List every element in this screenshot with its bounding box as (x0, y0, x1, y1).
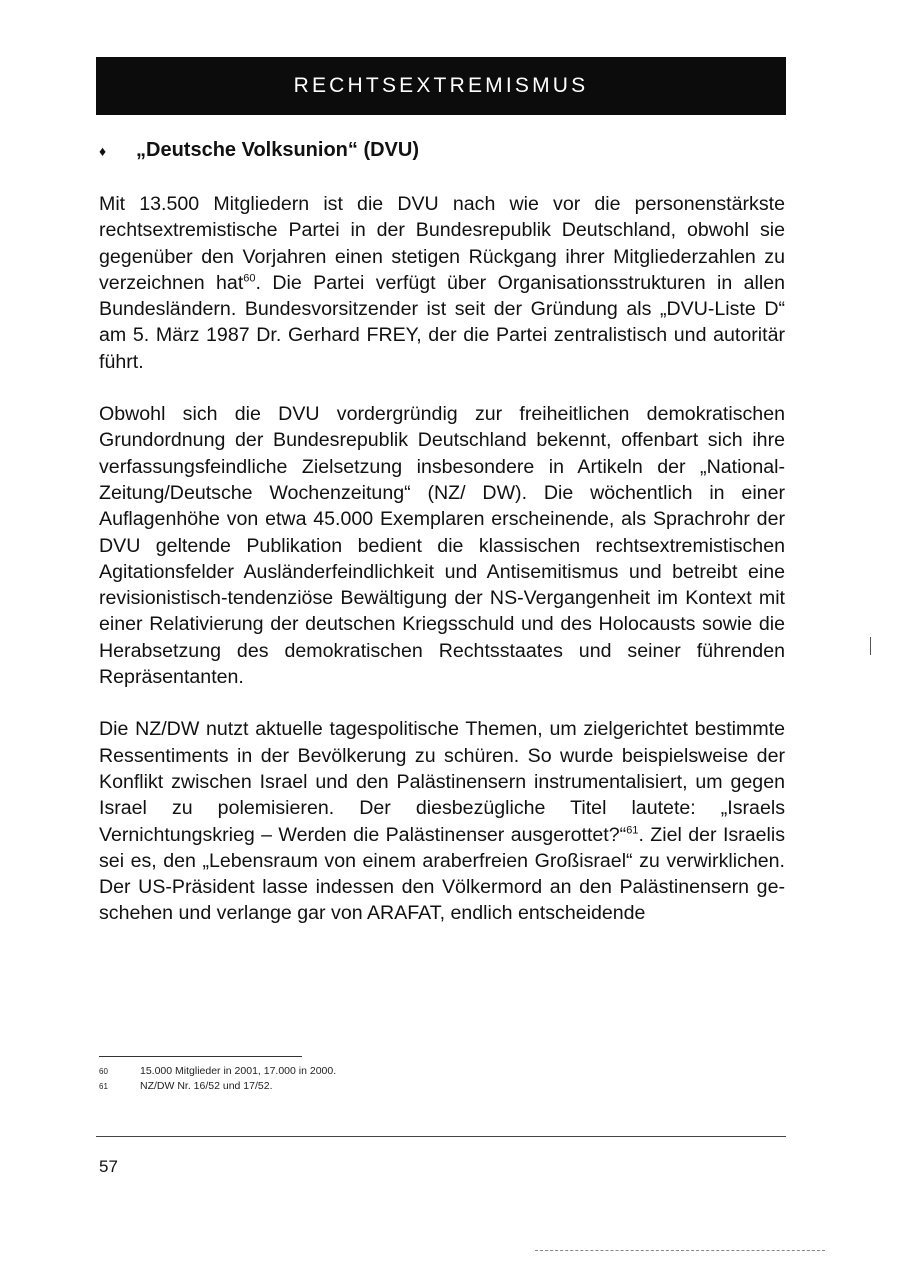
footnote-number: 61 (99, 1082, 108, 1091)
paragraph-2: Obwohl sich die DVU vordergründig zur freiheitlichen demokratischen Grundordnung der Bundesrepublik Deutschland bekennt, offenbart sich ihre verfassungsfeindliche Zielsetzung insbesondere in Artikeln der „National-Zeitung/Deutsche Wochenzeitung“ (NZ/ DW). Die wöchentlich in einer Auflagenhöhe von etwa 45.000 Exemplaren erscheinende, als Sprachrohr der DVU geltende Publikation bedient die klassischen rechtsextremistischen Agitationsfelder Ausländerfeindlichkeit und Antisemitismus und betreibt eine revisionistisch-tendenziöse Bewältigung der NS-Vergangenheit im Kontext mit einer Relativierung der deutschen Kriegsschuld und des Holocausts sowie die Herabsetzung des demokratischen Rechtsstaates und seiner führenden Repräsentanten. (99, 403, 785, 689)
footnote-ref-61: 61 (626, 824, 639, 836)
footnote-text: 15.000 Mitglieder in 2001, 17.000 in 2000. (140, 1065, 337, 1077)
paragraph-1-part-b: . Die Partei verfügt über Organisationsstrukturen in allen Bundesländern. Bundesvorsitzender ist seit der Gründung als „DVU-Liste D“ am 5. März 1987 Dr. Gerhard FREY, der die Partei zentralistisch und autoritär führt. (99, 271, 785, 373)
footnotes (99, 1064, 699, 1094)
diamond-bullet-icon: ♦ (99, 142, 107, 159)
footnote-item (99, 1064, 699, 1079)
paragraph-1 (99, 191, 785, 375)
section-heading-text: „Deutsche Volksunion“ (DVU) (136, 139, 419, 161)
page-number: 57 (99, 1157, 118, 1176)
footnote-text: NZ/DW Nr. 16/52 und 17/52. (140, 1080, 273, 1092)
footnote-separator (99, 1056, 302, 1057)
paragraph-1-part-a: Mit 13.500 Mitgliedern ist die DVU nach wie vor die personenstärkste rechtsextremistische Partei in der Bundesrepublik Deutschland, obwohl sie gegenüber den Vorjahren einen stetigen Rückgang ihrer Mitgliederzahlen zu verzeichnen hat (99, 193, 785, 294)
page-header-bar (96, 57, 786, 115)
page-header-title: RECHTSEXTREMISMUS (293, 74, 589, 97)
footnote-number: 60 (99, 1067, 108, 1076)
page-bottom-rule (96, 1136, 786, 1137)
paragraph-3 (99, 716, 785, 926)
footnote-ref-60: 60 (243, 272, 256, 285)
paragraph-3-part-b: . Ziel der Israelis sei es, den „Lebensraum von einem araberfreien Großisrael“ zu verwirklichen. Der US-Präsident lasse indessen den Völkermord an den Palästinensern geschehen und verlange gar von ARAFAT, endlich entscheidende (99, 823, 786, 925)
section-heading (99, 139, 759, 162)
paragraph-3-part-a: Die NZ/DW nutzt aktuelle tagespolitische Themen, um zielgerichtet bestimmte Ressentiments in der Bevölkerung zu schüren. So wurde beispielsweise der Konflikt zwischen Israel und den Palästinensern instrumentalisiert, um gegen Israel zu polemisieren. Der diesbezügliche Titel lautete: „Israels Vernichtungskrieg – Werden die Palästinenser ausgerottet?“ (99, 718, 785, 846)
scan-dash-line (535, 1250, 825, 1252)
scan-mark (870, 637, 871, 655)
footnote-item (99, 1079, 699, 1094)
body-text (99, 191, 785, 953)
